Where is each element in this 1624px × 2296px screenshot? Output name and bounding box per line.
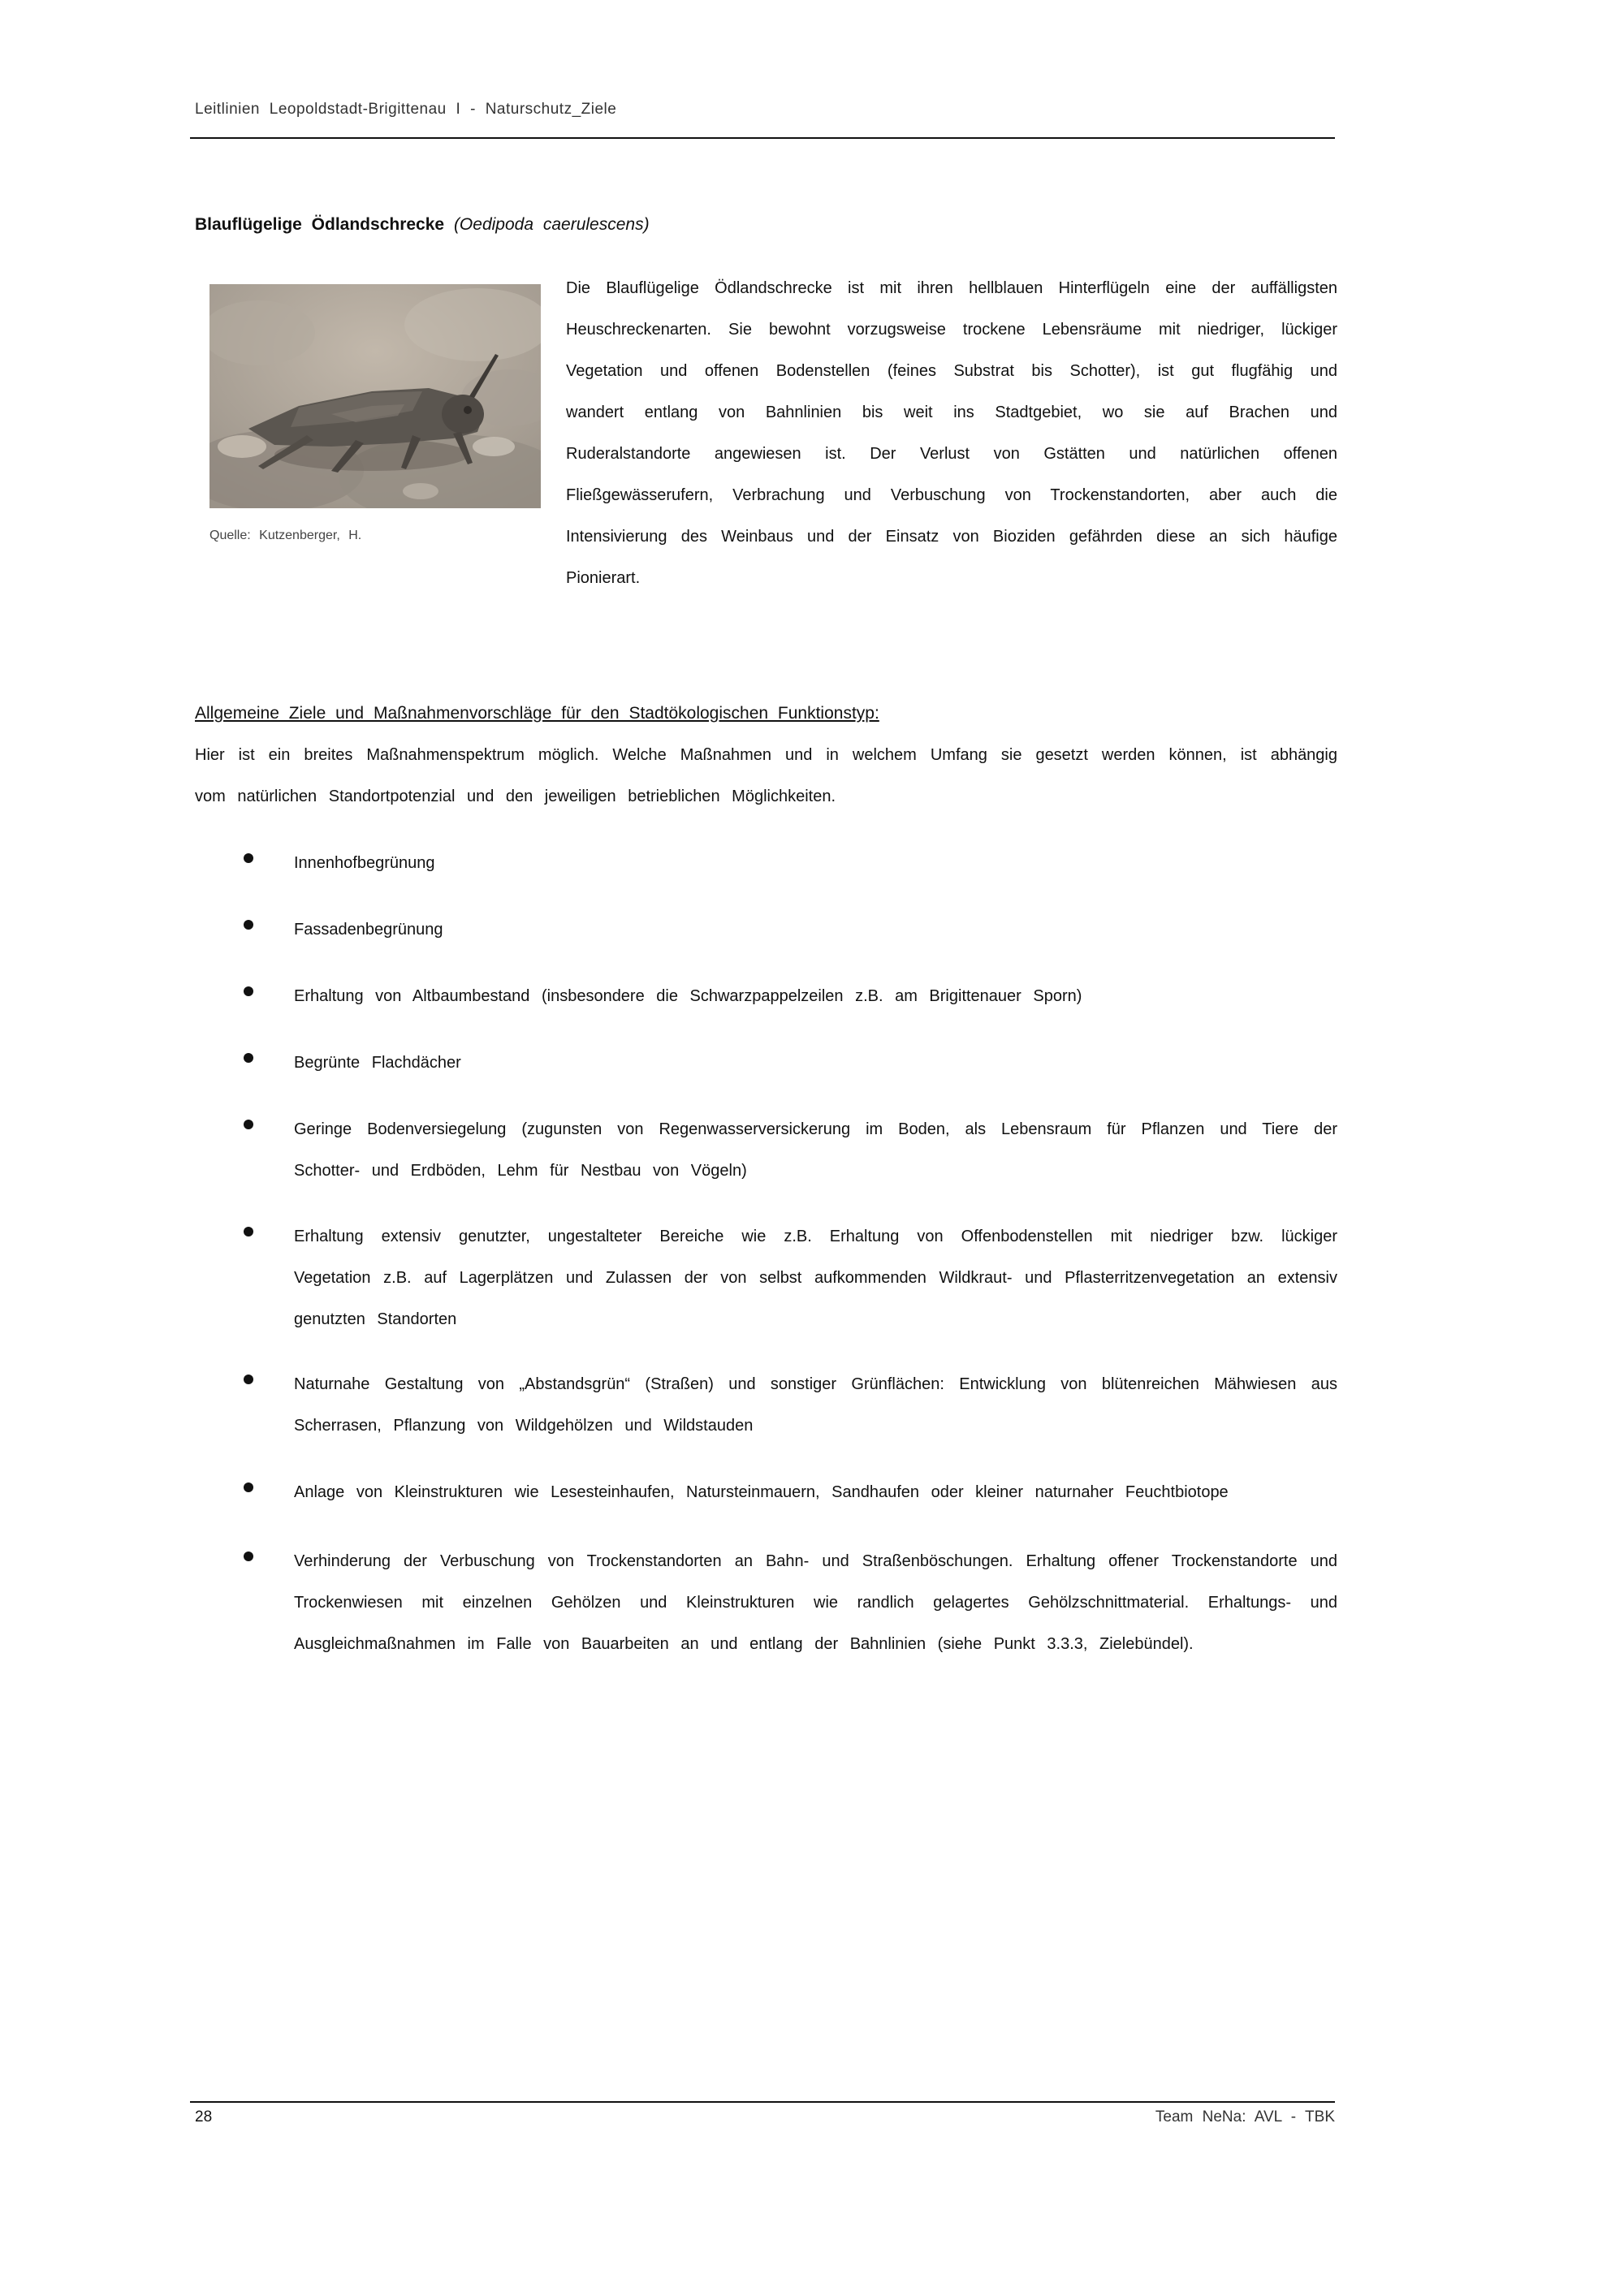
section-intro: Hier ist ein breites Maßnahmenspektrum möglich. Welche Maßnahmen und in welchem Umfang sie gesetzt werden können, ist abhängig vom natürlichen Standortpotenzial und den jeweiligen betrieblichen Möglichkeiten. — [195, 746, 1337, 805]
measure-text: Erhaltung extensiv genutzter, ungestalteter Bereiche wie z.B. Erhaltung von Offenbodenstellen mit niedriger bzw. lückiger Vegetation z.B. auf Lagerplätzen und Zulassen der von selbst aufkommenden Wildkraut- und Pflasterritzenvegetation an extensiv genutzten Standorten — [294, 1228, 1337, 1328]
species-title — [195, 215, 650, 235]
measure-text: Geringe Bodenversiegelung (zugunsten von Regenwasserversickerung im Boden, als Lebensraum für Pflanzen und Tiere der Schotter- und Erdböden, Lehm für Nestbau von Vögeln) — [294, 1120, 1337, 1180]
species-scientific-name: (Oedipoda caerulescens) — [453, 215, 650, 234]
bullet-icon — [244, 920, 253, 930]
measure-text: Fassadenbegrünung — [294, 921, 443, 939]
bullet-icon — [244, 1053, 253, 1063]
footer-rule — [190, 2101, 1335, 2103]
bullet-icon — [244, 986, 253, 996]
bullet-icon — [244, 1120, 253, 1129]
bullet-icon — [244, 1375, 253, 1384]
section-heading: Allgemeine Ziele und Maßnahmenvorschläge für den Stadtökologischen Funktionstyp: — [195, 704, 879, 723]
bullet-icon — [244, 1227, 253, 1236]
measure-text: Innenhofbegrünung — [294, 854, 435, 872]
species-common-name: Blauflügelige Ödlandschrecke — [195, 215, 445, 234]
measure-text: Anlage von Kleinstrukturen wie Lesesteinhaufen, Natursteinmauern, Sandhaufen oder kleiner naturnaher Feuchtbiotope — [294, 1483, 1229, 1501]
measure-text: Erhaltung von Altbaumbestand (insbesondere die Schwarzpappelzeilen z.B. am Brigittenauer Sporn) — [294, 987, 1082, 1005]
grasshopper-photo — [209, 284, 541, 508]
footer-credit: Team NeNa: AVL - TBK — [1155, 2108, 1335, 2126]
page-number: 28 — [195, 2108, 213, 2126]
bullet-icon — [244, 1552, 253, 1561]
measure-text: Naturnahe Gestaltung von „Abstandsgrün“ (Straßen) und sonstiger Grünflächen: Entwicklung von blütenreichen Mähwiesen aus Scherrasen, Pflanzung von Wildgehölzen und Wildstauden — [294, 1375, 1337, 1435]
measure-text: Begrünte Flachdächer — [294, 1054, 461, 1072]
bullet-icon — [244, 853, 253, 863]
measure-text: Verhinderung der Verbuschung von Trockenstandorten an Bahn- und Straßenböschungen. Erhaltung offener Trockenstandorte und Trockenwiesen mit einzelnen Gehölzen und Kleinstrukturen wie randlich gelagertes Gehölzschnittmaterial. Erhaltungs- und Ausgleichmaßnahmen im Falle von Bauarbeiten an und entlang der Bahnlinien (siehe Punkt 3.3.3, Zielebündel). — [294, 1552, 1337, 1653]
species-description: Die Blauflügelige Ödlandschrecke ist mit ihren hellblauen Hinterflügeln eine der auffälligsten Heuschreckenarten. Sie bewohnt vorzugsweise trockene Lebensräume mit niedriger, lückiger Vegetation und offenen Bodenstellen (feines Substrat bis Schotter), ist gut flugfähig und wandert entlang von Bahnlinien bis weit ins Stadtgebiet, wo sie auf Brachen und Ruderalstandorte angewiesen ist. Der Verlust von Gstätten und natürlichen offenen Fließgewässerufern, Verbrachung und Verbuschung von Trockenstandorten, aber auch die Intensivierung des Weinbaus und der Einsatz von Bioziden gefährden diese an sich häufige Pionierart. — [566, 279, 1337, 587]
header-rule — [190, 137, 1335, 139]
running-header: Leitlinien Leopoldstadt-Brigittenau I - Naturschutz_Ziele — [195, 101, 617, 118]
bullet-icon — [244, 1482, 253, 1492]
photo-caption: Quelle: Kutzenberger, H. — [209, 529, 362, 542]
